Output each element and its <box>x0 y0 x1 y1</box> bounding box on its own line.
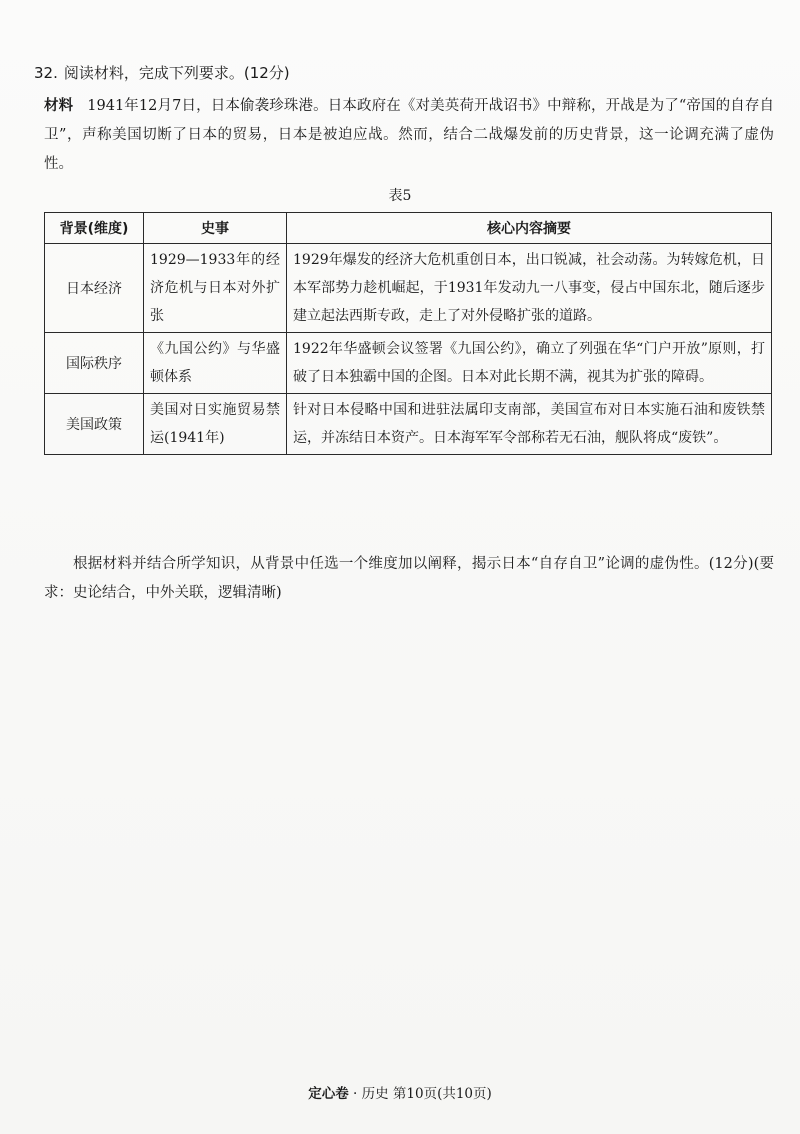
material-text: 1941年12月7日，日本偷袭珍珠港。日本政府在《对美英荷开战诏书》中辩称，开战是为了“帝国的自存自卫”，声称美国切断了日本的贸易，日本是被迫应战。然而，结合二战爆发前的历史背景，这一论调充满了虚伪性。 <box>44 98 774 172</box>
row-event: 美国对日实施贸易禁运(1941年) <box>144 394 287 455</box>
header-event: 史事 <box>144 213 287 244</box>
material-tag: 材料 <box>44 98 74 114</box>
row-event: 1929—1933年的经济危机与日本对外扩张 <box>144 244 287 333</box>
table-header-row <box>45 213 772 244</box>
footer-separator: · <box>348 1086 362 1102</box>
footer-brand: 定心卷 <box>308 1086 349 1102</box>
material-paragraph <box>44 92 774 179</box>
row-summary: 1929年爆发的经济大危机重创日本，出口锐减，社会动荡。为转嫁危机，日本军部势力趁机崛起，于1931年发动九一八事变，侵占中国东北，随后逐步建立起法西斯专政，走上了对外侵略扩张的道路。 <box>287 244 772 333</box>
question-number: 32. <box>34 64 58 82</box>
table-caption: 表5 <box>388 188 412 204</box>
question-instruction: 阅读材料，完成下列要求。(12分) <box>63 64 290 82</box>
header-summary: 核心内容摘要 <box>287 213 772 244</box>
row-dimension: 国际秩序 <box>45 333 144 394</box>
table-row <box>45 394 772 455</box>
row-summary: 1922年华盛顿会议签署《九国公约》，确立了列强在华“门户开放”原则，打破了日本独霸中国的企图。日本对此长期不满，视其为扩张的障碍。 <box>287 333 772 394</box>
row-dimension: 日本经济 <box>45 244 144 333</box>
row-event: 《九国公约》与华盛顿体系 <box>144 333 287 394</box>
page-footer <box>0 1082 800 1102</box>
footer-page-number: 第10页(共10页) <box>392 1086 492 1102</box>
row-summary: 针对日本侵略中国和进驻法属印支南部，美国宣布对日本实施石油和废铁禁运，并冻结日本资产。日本海军军令部称若无石油，舰队将成“废铁”。 <box>287 394 772 455</box>
row-dimension: 美国政策 <box>45 394 144 455</box>
header-dimension: 背景(维度) <box>45 213 144 244</box>
table-row <box>45 333 772 394</box>
table-row <box>45 244 772 333</box>
question-header <box>34 62 774 84</box>
task-prompt: 根据材料并结合所学知识，从背景中任选一个维度加以阐释，揭示日本“自存自卫”论调的虚伪性。(12分)(要求：史论结合，中外关联，逻辑清晰) <box>44 556 774 601</box>
background-table <box>44 212 772 455</box>
footer-subject: 历史 <box>361 1086 389 1102</box>
